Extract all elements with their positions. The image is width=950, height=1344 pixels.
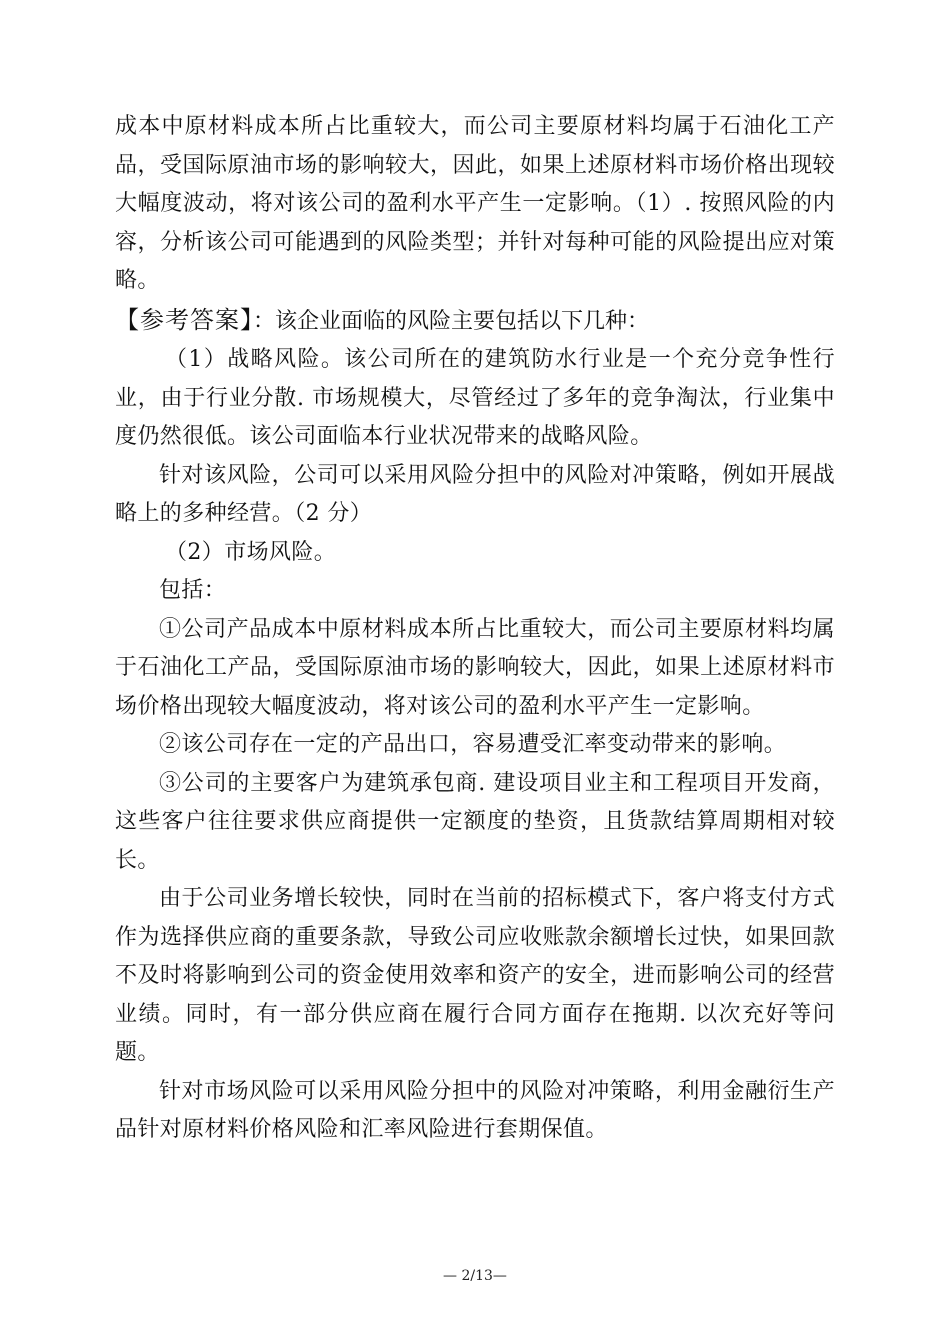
paragraph-receivables: 由于公司业务增长较快，同时在当前的招标模式下，客户将支付方式作为选择供应商的重要条款，导致公司应收账款余额增长过快，如果回款不及时将影响到公司的资金使用效率和资产的安全，进而影响公司的经营业绩。同时，有一部分供应商在履行合同方面存在拖期. 以次充好等问题。 [115, 886, 835, 1065]
paragraph-item-3: ③公司的主要客户为建筑承包商. 建设项目业主和工程项目开发商，这些客户往往要求供应商提供一定额度的垫资，且货款结算周期相对较长。 [115, 770, 835, 873]
paragraph-strategic-risk: （1）战略风险。该公司所在的建筑防水行业是一个充分竞争性行业，由于行业分散. 市场规模大，尽管经过了多年的竞争淘汰，行业集中度仍然很低。该公司面临本行业状况带来的战略风险。 [115, 347, 835, 449]
paragraph-item-2: ②该公司存在一定的产品出口，容易遭受汇率变动带来的影响。 [159, 732, 787, 757]
answer-label: 【参考答案】 [115, 305, 253, 334]
answer-intro: ：该企业面临的风险主要包括以下几种： [253, 308, 650, 334]
paragraph-includes: 包括： [159, 578, 227, 603]
paragraph-strategic-response: 针对该风险，公司可以采用风险分担中的风险对冲策略，例如开展战略上的多种经营。（2 分） [115, 462, 835, 526]
paragraph-market-response: 针对市场风险可以采用风险分担中的风险对冲策略，利用金融衍生产品针对原材料价格风险和汇率风险进行套期保值。 [115, 1078, 835, 1142]
paragraph-item-1: ①公司产品成本中原材料成本所占比重较大，而公司主要原材料均属于石油化工产品，受国际原油市场的影响较大，因此，如果上述原材料市场价格出现较大幅度波动，将对该公司的盈利水平产生一定影响。 [115, 616, 835, 719]
document-body [115, 108, 835, 1150]
page-number: — 2/13— [443, 1268, 507, 1284]
question-text: 成本中原材料成本所占比重较大，而公司主要原材料均属于石油化工产品，受国际原油市场的影响较大，因此，如果上述原材料市场价格出现较大幅度波动，将对该公司的盈利水平产生一定影响。（1）. 按照风险的内容，分析该公司可能遇到的风险类型；并针对每种可能的风险提出应对策略。 [115, 114, 835, 293]
paragraph-market-risk-heading: （2）市场风险。 [165, 539, 337, 565]
answer-heading [115, 301, 835, 342]
